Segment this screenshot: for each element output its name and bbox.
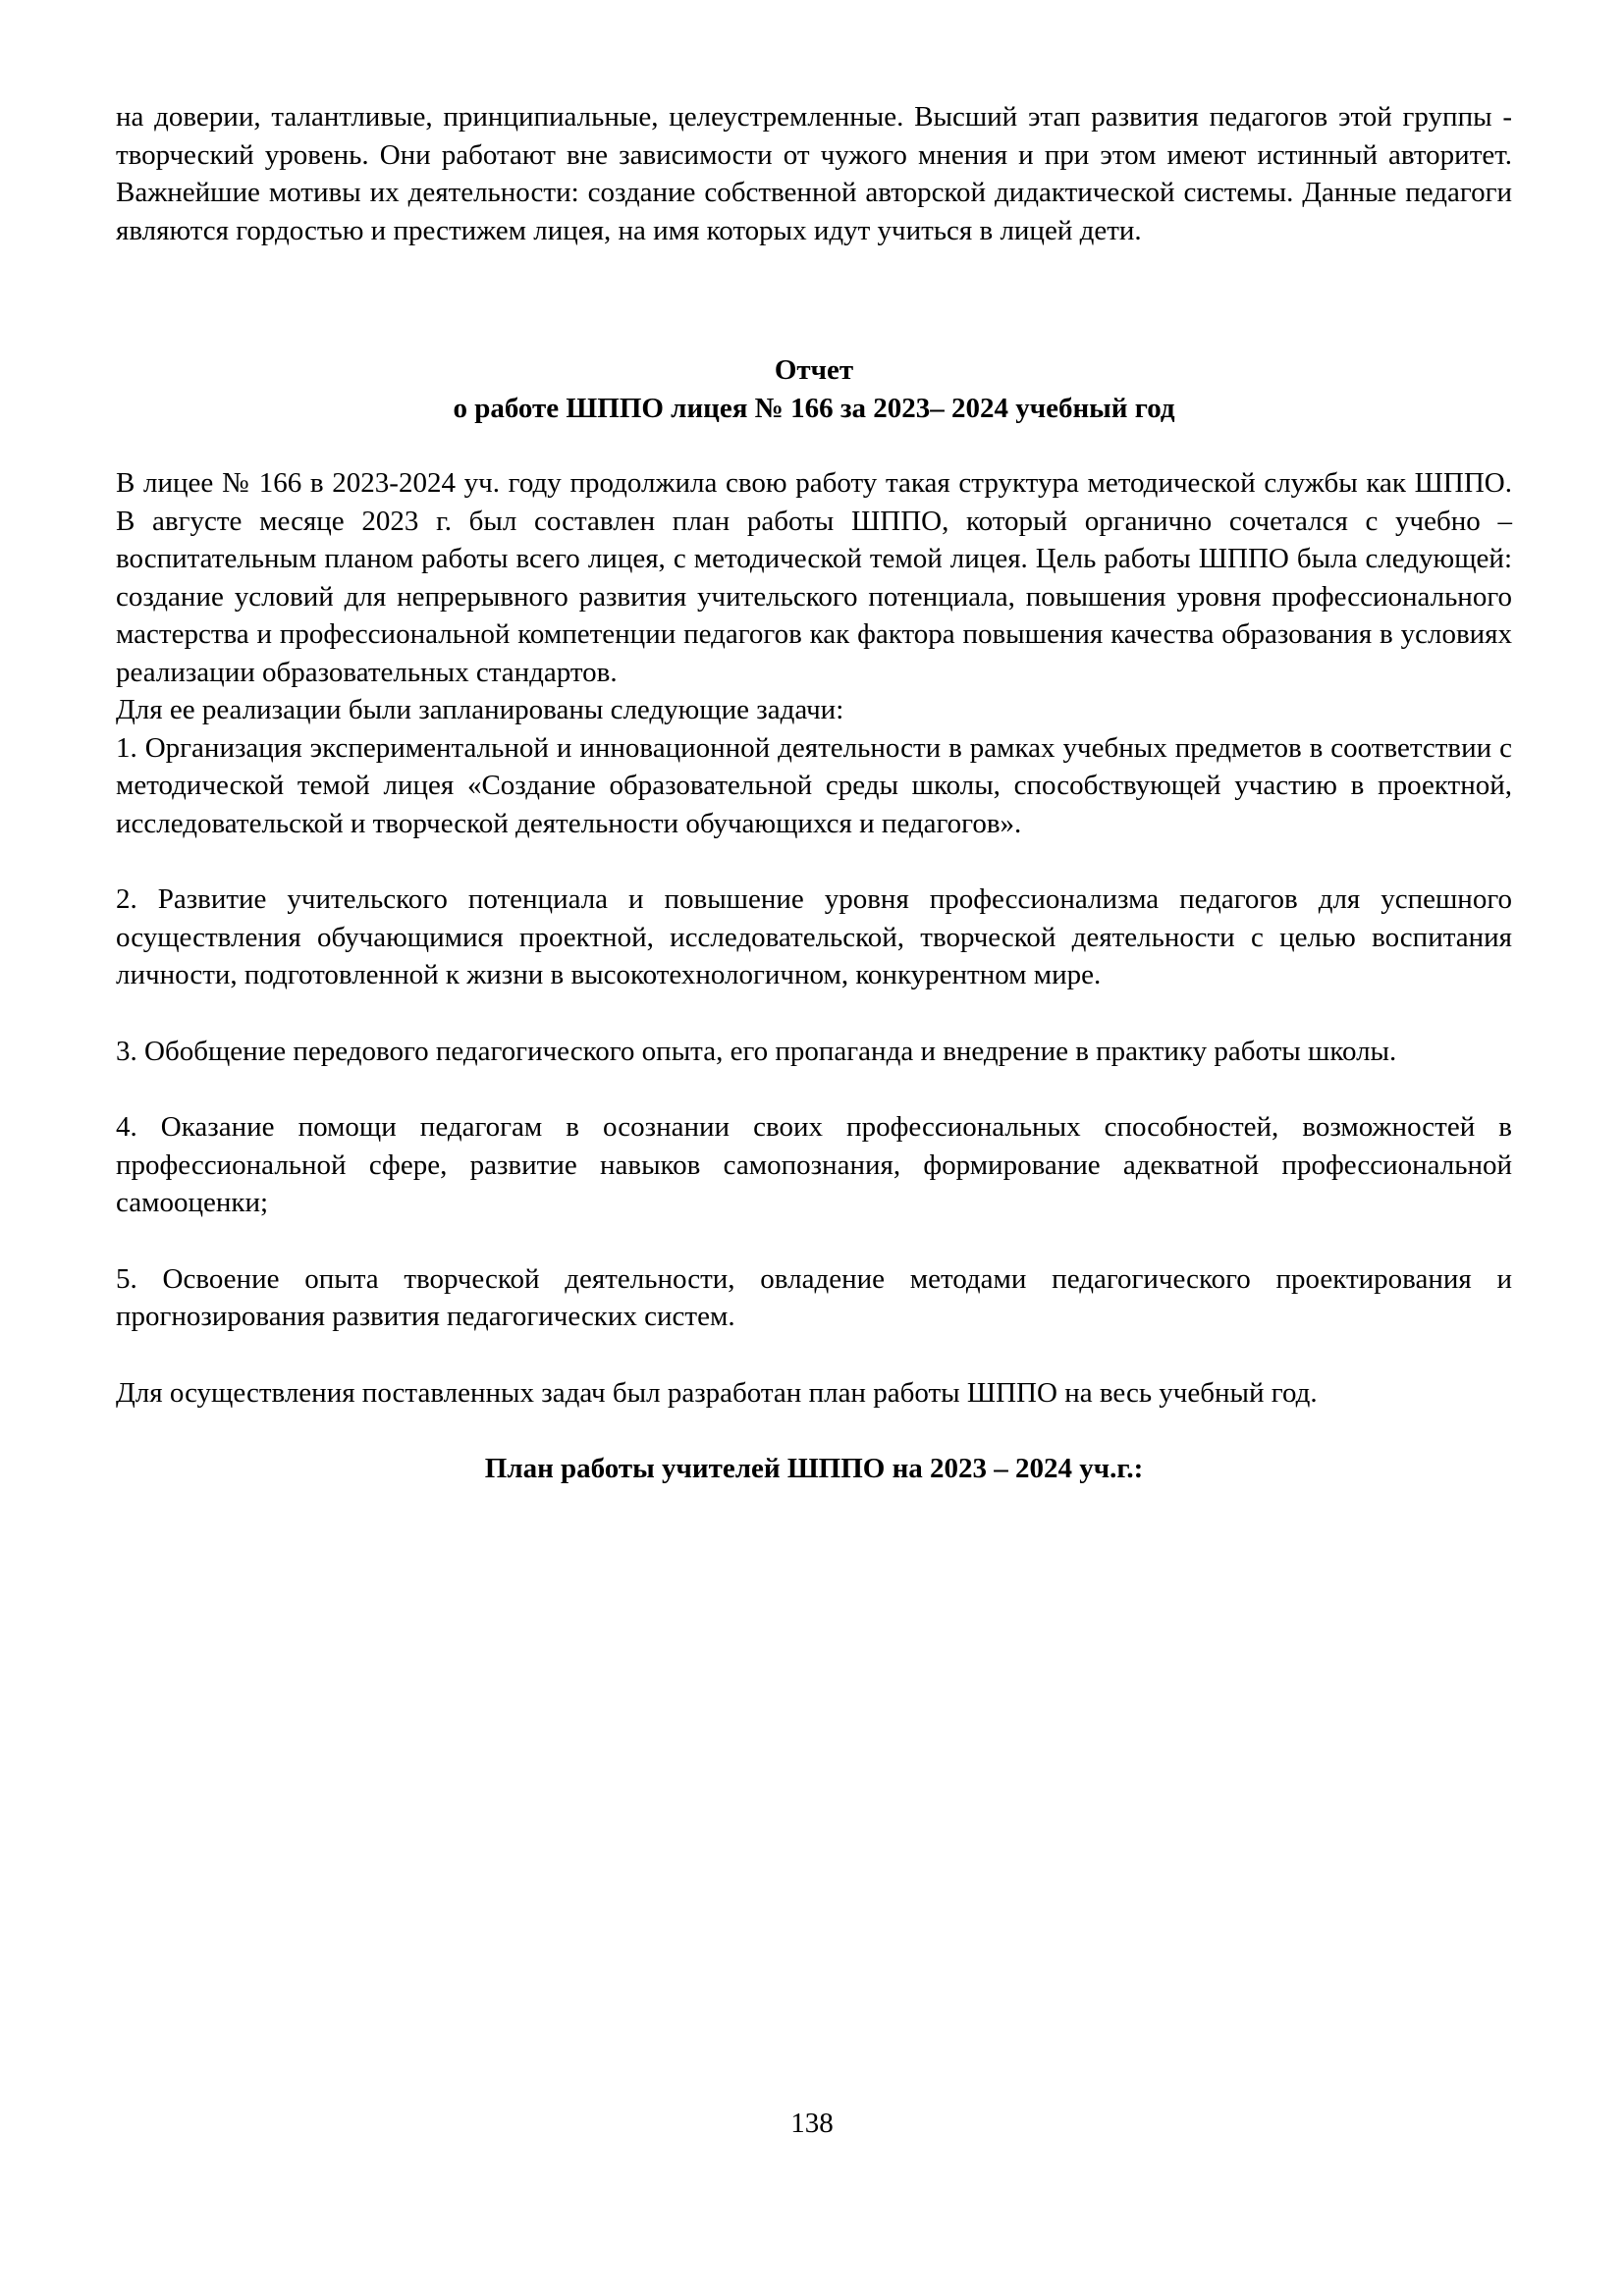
task-item-2: 2. Развитие учительского потенциала и повышение уровня профессионализма педагогов для успешного осуществления обучающимися проектной, исследовательской, творческой деятельности с целью воспитания личности, подготовленной к жизни в высокотехнологичном, конкурентном мире. xyxy=(116,883,1512,990)
task-item-1: 1. Организация экспериментальной и инновационной деятельности в рамках учебных предметов в соответствии с методической темой лицея «Создание образовательной среды школы, способствующей участию в проектной, исследовательской и творческой деятельности обучающихся и педагогов». xyxy=(116,731,1512,839)
page-number: 138 xyxy=(790,2107,834,2139)
intro-paragraph: на доверии, талантливые, принципиальные, целеустремленные. Высший этап развития педагогов этой группы - творческий уровень. Они работают вне зависимости от чужого мнения и при этом имеют истинный авторитет. Важнейшие мотивы их деятельности: создание собственной авторской дидактической системы. Данные педагоги являются гордостью и престижем лицея, на имя которых идут учиться в лицей дети. xyxy=(116,101,1512,246)
tasks-intro-line: Для ее реализации были запланированы следующие задачи: xyxy=(116,694,844,725)
report-body-paragraph: В лицее № 166 в 2023-2024 уч. году продолжила свою работу такая структура методической службы как ШППО. В августе месяце 2023 г. был составлен план работы ШППО, который органично сочетался с учебно – воспитательным планом работы всего лицея, с методической темой лицея. Цель работы ШППО была следующей: создание условий для непрерывного развития учительского потенциала, повышения уровня профессионального мастерства и профессиональной компетенции педагогов как фактора повышения качества образования в условиях реализации образовательных стандартов. xyxy=(116,467,1512,688)
closing-paragraph: Для осуществления поставленных задач был разработан план работы ШППО на весь учебный год. xyxy=(116,1376,1318,1409)
task-item-5: 5. Освоение опыта творческой деятельности, овладение методами педагогического проектирования и прогнозирования развития педагогических систем. xyxy=(116,1262,1512,1332)
report-title-block xyxy=(116,351,1512,427)
plan-heading: План работы учителей ШППО на 2023 – 2024 уч.г.: xyxy=(484,1453,1144,1484)
report-title: Отчет xyxy=(774,354,854,386)
task-item-3: 3. Обобщение передового педагогического опыта, его пропаганда и внедрение в практику работы школы. xyxy=(116,1035,1397,1067)
report-subtitle: о работе ШППО лицея № 166 за 2023– 2024 учебный год xyxy=(453,392,1175,424)
task-item-4: 4. Оказание помощи педагогам в осознании своих профессиональных способностей, возможностей в профессиональной сфере, развитие навыков самопознания, формирование адекватной профессиональной самооценки; xyxy=(116,1111,1512,1218)
